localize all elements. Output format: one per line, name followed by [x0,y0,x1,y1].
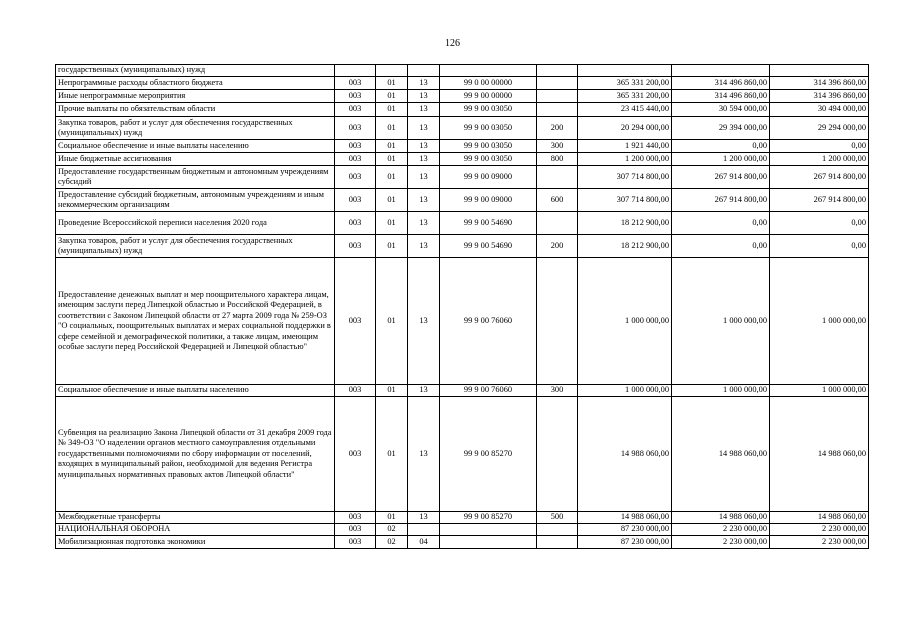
table-row [56,103,869,117]
cell-section: 01 [376,397,408,512]
cell-name: Прочие выплаты по обязательствам области [56,103,335,117]
cell-amount-year-1: 18 212 900,00 [578,212,672,235]
cell-amount-year-1: 18 212 900,00 [578,235,672,258]
cell-subsection: 13 [408,385,440,397]
cell-section: 01 [376,512,408,524]
cell-amount-year-3: 14 988 060,00 [770,397,869,512]
cell-grbs: 003 [335,153,376,166]
cell-name: Предоставление государственным бюджетным и автономным учреждениям субсидий [56,166,335,189]
cell-subsection: 13 [408,140,440,153]
cell-grbs: 003 [335,77,376,90]
cell-amount-year-1: 307 714 800,00 [578,189,672,212]
cell-amount-year-3: 267 914 800,00 [770,166,869,189]
cell-amount-year-2: 267 914 800,00 [672,189,770,212]
cell-amount-year-3: 0,00 [770,235,869,258]
cell-target-article: 99 9 00 85270 [440,397,537,512]
cell-amount-year-2: 30 594 000,00 [672,103,770,117]
cell-target-article: 99 9 00 03050 [440,153,537,166]
cell-section: 02 [376,536,408,549]
cell-section: 01 [376,189,408,212]
cell-expense-type: 600 [537,189,578,212]
cell-expense-type [537,212,578,235]
cell-amount-year-3: 30 494 000,00 [770,103,869,117]
cell-section: 01 [376,385,408,397]
cell-name: Межбюджетные трансферты [56,512,335,524]
cell-subsection: 13 [408,103,440,117]
cell-name: Проведение Всероссийской переписи населения 2020 года [56,212,335,235]
cell-target-article: 99 9 00 85270 [440,512,537,524]
cell-grbs: 003 [335,258,376,385]
cell-amount-year-2 [672,65,770,77]
table-row [56,397,869,512]
cell-amount-year-1: 14 988 060,00 [578,512,672,524]
cell-target-article: 99 9 00 76060 [440,258,537,385]
cell-name: Социальное обеспечение и иные выплаты населению [56,140,335,153]
cell-amount-year-1: 365 331 200,00 [578,90,672,103]
cell-expense-type [537,524,578,536]
cell-expense-type [537,103,578,117]
cell-target-article: 99 9 00 54690 [440,235,537,258]
cell-amount-year-3: 0,00 [770,212,869,235]
cell-amount-year-2: 2 230 000,00 [672,524,770,536]
cell-section: 01 [376,140,408,153]
cell-amount-year-3: 29 294 000,00 [770,117,869,140]
cell-name: НАЦИОНАЛЬНАЯ ОБОРОНА [56,524,335,536]
cell-subsection: 13 [408,153,440,166]
cell-expense-type: 200 [537,235,578,258]
cell-grbs: 003 [335,235,376,258]
cell-amount-year-3: 2 230 000,00 [770,536,869,549]
table-row [56,189,869,212]
cell-amount-year-1: 23 415 440,00 [578,103,672,117]
cell-name: Мобилизационная подготовка экономики [56,536,335,549]
cell-name: Закупка товаров, работ и услуг для обеспечения государственных (муниципальных) нужд [56,235,335,258]
cell-subsection: 13 [408,90,440,103]
cell-target-article: 99 9 00 03050 [440,117,537,140]
cell-section: 01 [376,212,408,235]
cell-amount-year-2: 0,00 [672,235,770,258]
cell-amount-year-1: 1 000 000,00 [578,385,672,397]
cell-amount-year-2: 0,00 [672,140,770,153]
table-row [56,90,869,103]
cell-grbs: 003 [335,117,376,140]
cell-section: 01 [376,258,408,385]
cell-section: 01 [376,90,408,103]
cell-expense-type [537,397,578,512]
cell-amount-year-2: 314 496 860,00 [672,90,770,103]
cell-expense-type [537,258,578,385]
cell-section: 02 [376,524,408,536]
cell-subsection: 13 [408,189,440,212]
cell-amount-year-3: 1 000 000,00 [770,258,869,385]
cell-expense-type: 300 [537,385,578,397]
cell-grbs: 003 [335,536,376,549]
cell-expense-type [537,536,578,549]
cell-name: Непрограммные расходы областного бюджета [56,77,335,90]
cell-target-article: 99 9 00 00000 [440,90,537,103]
cell-name: Социальное обеспечение и иные выплаты населению [56,385,335,397]
cell-expense-type: 300 [537,140,578,153]
cell-subsection: 13 [408,512,440,524]
table-row [56,140,869,153]
cell-target-article: 99 9 00 03050 [440,140,537,153]
cell-section: 01 [376,235,408,258]
table-row [56,166,869,189]
table-row [56,258,869,385]
cell-section: 01 [376,117,408,140]
cell-amount-year-1: 365 331 200,00 [578,77,672,90]
cell-target-article: 99 0 00 00000 [440,77,537,90]
cell-amount-year-3 [770,65,869,77]
cell-amount-year-2: 29 394 000,00 [672,117,770,140]
cell-amount-year-1: 87 230 000,00 [578,536,672,549]
cell-section: 01 [376,153,408,166]
cell-amount-year-2: 267 914 800,00 [672,166,770,189]
cell-grbs: 003 [335,140,376,153]
cell-amount-year-1: 20 294 000,00 [578,117,672,140]
cell-subsection [408,65,440,77]
cell-expense-type [537,166,578,189]
cell-amount-year-3: 0,00 [770,140,869,153]
cell-grbs: 003 [335,397,376,512]
cell-amount-year-1: 87 230 000,00 [578,524,672,536]
cell-amount-year-1: 1 200 000,00 [578,153,672,166]
cell-amount-year-3: 2 230 000,00 [770,524,869,536]
cell-amount-year-3: 314 396 860,00 [770,90,869,103]
cell-amount-year-3: 267 914 800,00 [770,189,869,212]
cell-amount-year-2: 14 988 060,00 [672,397,770,512]
table-row [56,117,869,140]
cell-target-article: 99 9 00 09000 [440,166,537,189]
cell-amount-year-1: 1 000 000,00 [578,258,672,385]
cell-amount-year-1: 14 988 060,00 [578,397,672,512]
cell-expense-type [537,90,578,103]
cell-target-article: 99 9 00 09000 [440,189,537,212]
cell-amount-year-2: 1 000 000,00 [672,258,770,385]
page-number: 126 [445,38,460,49]
cell-grbs: 003 [335,524,376,536]
cell-subsection [408,524,440,536]
cell-subsection: 13 [408,235,440,258]
cell-amount-year-2: 14 988 060,00 [672,512,770,524]
cell-subsection: 13 [408,166,440,189]
cell-name: Закупка товаров, работ и услуг для обеспечения государственных (муниципальных) нужд [56,117,335,140]
cell-amount-year-1: 307 714 800,00 [578,166,672,189]
cell-expense-type: 800 [537,153,578,166]
cell-grbs: 003 [335,512,376,524]
table-row [56,512,869,524]
cell-name: Предоставление денежных выплат и мер поощрительного характера лицам, имеющим заслуги перед Липецкой областью и Российской Федерацией, в соответствии с Законом Липецкой области от 27 марта 2009 года № 259-ОЗ "О социальных, поощрительных выплатах и мерах социальной поддержки в сфере семейной и демографической политики, а также лицам, имеющим особые заслуги перед Российской Федерацией и Липецкой областью" [56,258,335,385]
cell-amount-year-2: 1 000 000,00 [672,385,770,397]
cell-subsection: 13 [408,397,440,512]
cell-section [376,65,408,77]
cell-name: Иные бюджетные ассигнования [56,153,335,166]
cell-target-article: 99 9 00 03050 [440,103,537,117]
budget-table [55,64,869,549]
cell-expense-type [537,65,578,77]
table-row [56,77,869,90]
cell-name: Предоставление субсидий бюджетным, автономным учреждениям и иным некоммерческим организациям [56,189,335,212]
cell-name: Субвенция на реализацию Закона Липецкой области от 31 декабря 2009 года № 349-ОЗ "О наделении органов местного самоуправления отдельными государственными полномочиями по сбору информации от поселений, входящих в муниципальный район, необходимой для ведения Регистра муниципальных нормативных правовых актов Липецкой области" [56,397,335,512]
table-row [56,65,869,77]
cell-expense-type [537,77,578,90]
cell-amount-year-1: 1 921 440,00 [578,140,672,153]
cell-amount-year-3: 1 200 000,00 [770,153,869,166]
cell-grbs [335,65,376,77]
cell-target-article [440,536,537,549]
table-body [56,65,869,549]
cell-name: Иные непрограммные мероприятия [56,90,335,103]
cell-name: государственных (муниципальных) нужд [56,65,335,77]
cell-target-article: 99 9 00 76060 [440,385,537,397]
cell-grbs: 003 [335,166,376,189]
table-row [56,536,869,549]
cell-target-article [440,524,537,536]
cell-section: 01 [376,77,408,90]
cell-section: 01 [376,103,408,117]
cell-amount-year-3: 1 000 000,00 [770,385,869,397]
cell-amount-year-2: 0,00 [672,212,770,235]
cell-grbs: 003 [335,385,376,397]
cell-target-article: 99 9 00 54690 [440,212,537,235]
cell-subsection: 13 [408,77,440,90]
table-row [56,153,869,166]
cell-amount-year-1 [578,65,672,77]
cell-grbs: 003 [335,90,376,103]
cell-subsection: 13 [408,117,440,140]
table-row [56,524,869,536]
cell-grbs: 003 [335,212,376,235]
cell-subsection: 13 [408,258,440,385]
cell-amount-year-2: 2 230 000,00 [672,536,770,549]
table-row [56,385,869,397]
table-row [56,212,869,235]
cell-amount-year-3: 14 988 060,00 [770,512,869,524]
cell-grbs: 003 [335,103,376,117]
cell-target-article [440,65,537,77]
cell-amount-year-2: 1 200 000,00 [672,153,770,166]
cell-section: 01 [376,166,408,189]
cell-subsection: 04 [408,536,440,549]
cell-amount-year-2: 314 496 860,00 [672,77,770,90]
cell-expense-type: 500 [537,512,578,524]
cell-subsection: 13 [408,212,440,235]
cell-amount-year-3: 314 396 860,00 [770,77,869,90]
cell-expense-type: 200 [537,117,578,140]
table-row [56,235,869,258]
cell-grbs: 003 [335,189,376,212]
